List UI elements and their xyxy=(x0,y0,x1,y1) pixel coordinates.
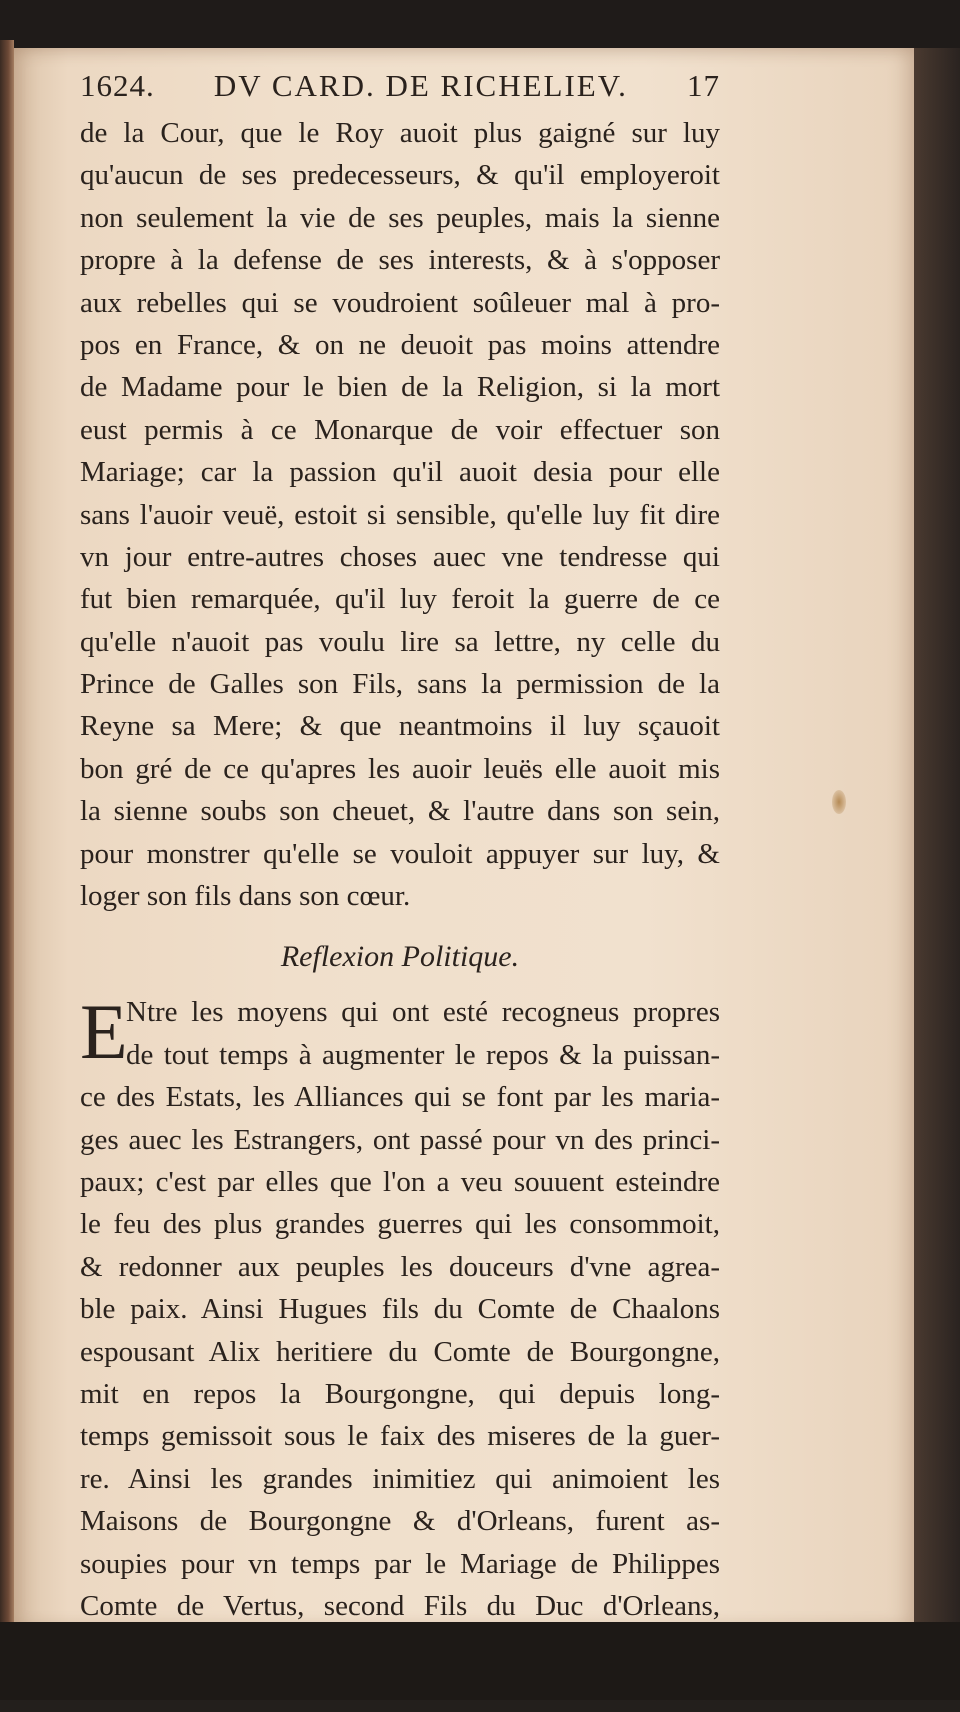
text-line: Reyne sa Mere; & que neantmoins il luy sçauoit xyxy=(80,710,720,743)
text-line: Ntre les moyens qui ont esté recogneus propres xyxy=(126,996,720,1029)
text-line: temps gemissoit sous le faix des miseres de la guer- xyxy=(80,1420,720,1453)
text-line: & redonner aux peuples les douceurs d'vne agrea- xyxy=(80,1250,720,1283)
text-line: qu'elle n'auoit pas voulu lire sa lettre, ny celle du xyxy=(80,625,720,658)
scan-top-border xyxy=(0,0,960,55)
text-line: ce des Estats, les Alliances qui se font par les maria- xyxy=(80,1081,720,1114)
text-line: de la Cour, que le Roy auoit plus gaigné sur luy xyxy=(80,117,720,149)
text-line: fut bien remarquée, qu'il luy feroit la guerre de ce xyxy=(80,583,720,616)
text-line: ble paix. Ainsi Hugues fils du Comte de Chaalons xyxy=(80,1293,720,1326)
text-line: loger son fils dans son cœur. xyxy=(80,880,411,913)
text-line: propre à la defense de ses interests, & à s'opposer xyxy=(80,244,720,277)
text-line: pos en France, & on ne deuoit pas moins attendre xyxy=(80,328,720,361)
paper-stain xyxy=(832,790,846,814)
drop-cap: E xyxy=(80,988,128,1076)
page-text xyxy=(80,68,720,1712)
paragraph-2 xyxy=(80,988,720,1669)
text-line: eust permis à ce Monarque de voir effectuer son xyxy=(80,413,720,446)
text-line: pour monstrer qu'elle se vouloit appuyer sur luy, & xyxy=(80,837,720,870)
text-line: qu'aucun de ses predecesseurs, & qu'il employeroit xyxy=(80,159,720,192)
text-line: soupies pour vn temps par le Mariage de Philippes xyxy=(80,1547,720,1580)
text-line: Comte de Vertus, second Fils du Duc d'Orleans, xyxy=(80,1589,720,1622)
scan-bottom-border xyxy=(0,1622,960,1700)
text-line: bon gré de ce qu'apres les auoir leuës elle auoit mis xyxy=(80,752,720,785)
text-line: le feu des plus grandes guerres qui les consommoit, xyxy=(80,1208,720,1241)
page-number: 17 xyxy=(686,68,720,103)
running-head-year: 1624. xyxy=(80,68,155,103)
page-edge-shadow xyxy=(914,48,960,1630)
text-line: espousant Alix heritiere du Comte de Bourgongne, xyxy=(80,1335,720,1368)
text-line: ges auec les Estrangers, ont passé pour vn des princi- xyxy=(80,1123,720,1156)
text-line: sans l'auoir veuë, estoit si sensible, qu'elle luy fit dire xyxy=(80,498,720,531)
text-line: de tout temps à augmenter le repos & la puissan- xyxy=(126,1038,720,1071)
text-line: la sienne soubs son cheuet, & l'autre dans son sein, xyxy=(80,795,720,828)
paragraph-1 xyxy=(80,112,720,917)
text-line: Mariage; car la passion qu'il auoit desia pour elle xyxy=(80,456,720,489)
running-head xyxy=(80,68,720,112)
text-line: Maisons de Bourgongne & d'Orleans, furent as- xyxy=(80,1505,720,1538)
text-line: non seulement la vie de ses peuples, mais la sienne xyxy=(80,201,720,234)
text-line: aux rebelles qui se voudroient soûleuer mal à pro- xyxy=(80,286,720,319)
text-line: paux; c'est par elles que l'on a veu souuent esteindre xyxy=(80,1165,720,1198)
text-line: Prince de Galles son Fils, sans la permission de la xyxy=(80,668,720,701)
text-line: de Madame pour le bien de la Religion, si la mort xyxy=(80,371,720,404)
text-line: mit en repos la Bourgongne, qui depuis long- xyxy=(80,1377,720,1410)
text-line: re. Ainsi les grandes inimitiez qui animoient les xyxy=(80,1462,720,1495)
section-heading: Reflexion Politique. xyxy=(280,940,520,974)
book-binding xyxy=(0,40,14,1630)
running-head-title: DV CARD. DE RICHELIEV. xyxy=(213,68,628,103)
text-line: vn jour entre-autres choses auec vne tendresse qui xyxy=(80,540,720,573)
